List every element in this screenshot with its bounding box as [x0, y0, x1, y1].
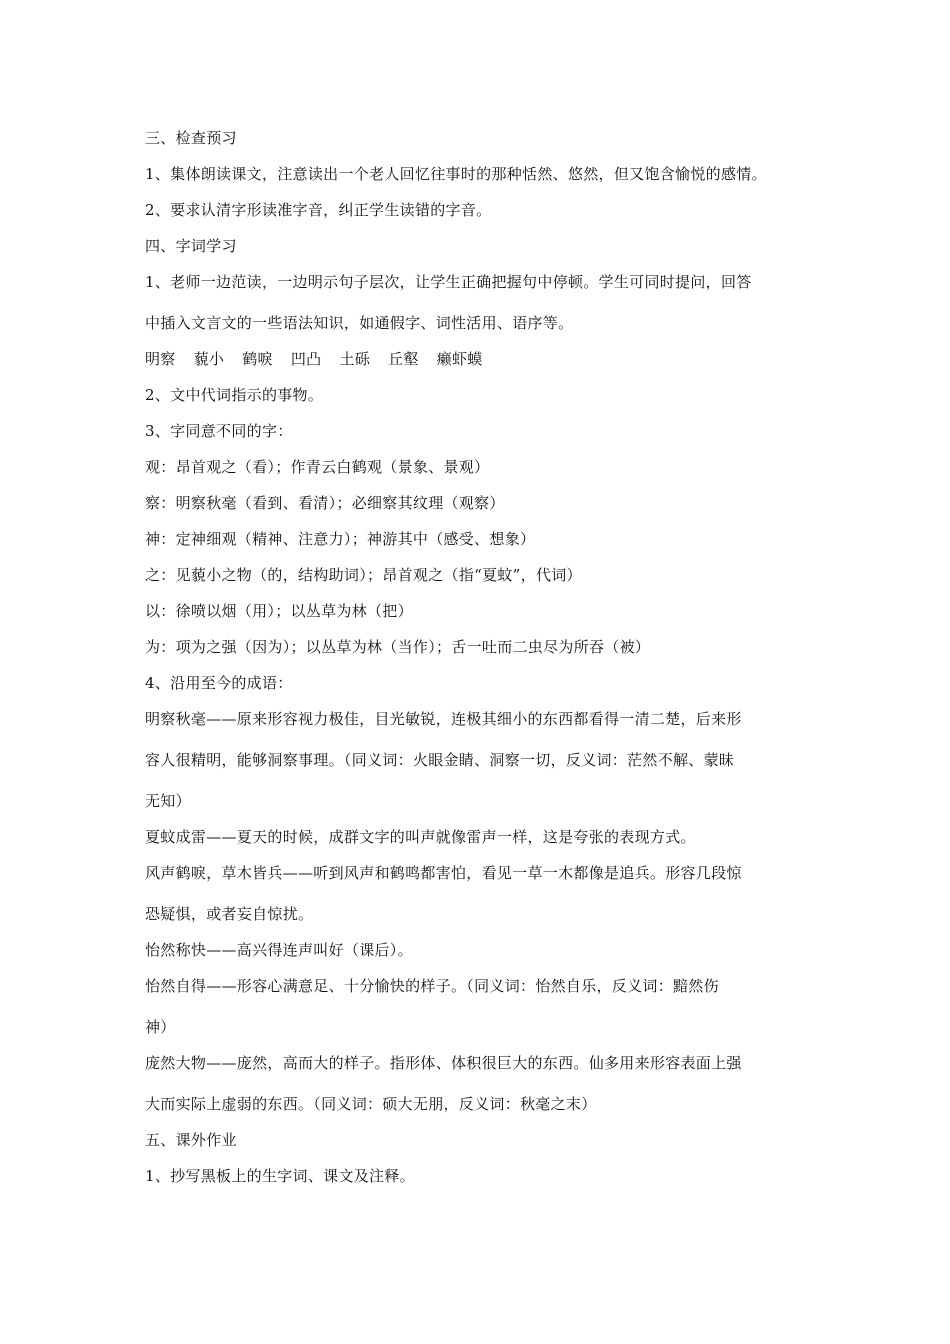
- paragraph-s4-item1-line1: 1、老师一边范读，一边明示句子层次，让学生正确把握句中停顿。学生可同时提问，回答: [145, 273, 752, 291]
- vocab-word: 凹凸: [290, 350, 322, 368]
- idiom-3-line2: 恐疑惧，或者妄自惊扰。: [145, 905, 314, 923]
- paragraph-s3-item1: 1、集体朗读课文，注意读出一个老人回忆往事时的那种恬然、悠然，但又饱含愉悦的感情。: [145, 165, 767, 183]
- paragraph-s4-item3: 3、字同意不同的字：: [145, 422, 293, 440]
- idiom-6-line2: 大而实际上虚弱的东西。（同义词：硕大无朋，反义词：秋毫之末）: [145, 1095, 597, 1113]
- vocab-word: 癞虾蟆: [436, 350, 483, 368]
- paragraph-s4-item2: 2、文中代词指示的事物。: [145, 386, 324, 404]
- idiom-1-line1: 明察秋毫——原来形容视力极佳，目光敏锐，连极其细小的东西都看得一清二楚，后来形: [145, 710, 742, 728]
- idiom-1-line3: 无知）: [145, 792, 191, 810]
- idiom-2: 夏蚊成雷——夏天的时候，成群文字的叫声就像雷声一样，这是夸张的表现方式。: [145, 828, 696, 846]
- char-entry-wei: 为：项为之强（因为）；以丛草为林（当作）；舌一吐而二虫尽为所吞（被）: [145, 638, 651, 656]
- section-heading-4: 四、字词学习: [145, 237, 237, 255]
- vocab-word: 藐小: [193, 350, 225, 368]
- idiom-6-line1: 庞然大物——庞然，高而大的样子。指形体、体积很巨大的东西。仙多用来形容表面上强: [145, 1054, 742, 1072]
- paragraph-s5-item1: 1、抄写黑板上的生字词、课文及注释。: [145, 1167, 415, 1185]
- vocab-word: 鹤唳: [242, 350, 273, 368]
- vocab-word: 明察: [145, 350, 176, 368]
- vocab-list: [145, 349, 825, 369]
- char-entry-guan: 观：昂首观之（看）；作青云白鹤观（景象、景观）: [145, 458, 490, 476]
- paragraph-s4-item1-line2: 中插入文言文的一些语法知识，如通假字、词性活用、语序等。: [145, 314, 574, 332]
- idiom-5-line2: 神）: [145, 1018, 176, 1036]
- char-entry-yi: 以：徐喷以烟（用）；以丛草为林（把）: [145, 602, 413, 620]
- section-heading-3: 三、检查预习: [145, 129, 237, 147]
- idiom-3-line1: 风声鹤唳，草木皆兵——听到风声和鹤鸣都害怕，看见一草一木都像是追兵。形容几段惊: [145, 864, 742, 882]
- char-entry-zhi: 之：见藐小之物（的，结构助词）；昂首观之（指“夏蚊”，代词）: [145, 566, 582, 584]
- vocab-word: 土砾: [339, 350, 371, 368]
- paragraph-s3-item2: 2、要求认清字形读准字音，纠正学生读错的字音。: [145, 201, 492, 219]
- idiom-4: 怡然称快——高兴得连声叫好（课后）。: [145, 941, 413, 959]
- idiom-5-line1: 怡然自得——形容心满意足、十分愉快的样子。（同义词：怡然自乐，反义词：黯然伤: [145, 977, 719, 995]
- idiom-1-line2: 容人很精明，能够洞察事理。（同义词：火眼金睛、洞察一切，反义词：茫然不解、蒙昧: [145, 751, 735, 769]
- char-entry-cha: 察：明察秋毫（看到、看清）；必细察其纹理（观察）: [145, 494, 505, 512]
- vocab-word: 丘壑: [388, 350, 419, 368]
- paragraph-s4-item4: 4、沿用至今的成语：: [145, 674, 293, 692]
- char-entry-shen: 神：定神细观（精神、注意力）；神游其中（感受、想象）: [145, 530, 536, 548]
- section-heading-5: 五、课外作业: [145, 1131, 237, 1149]
